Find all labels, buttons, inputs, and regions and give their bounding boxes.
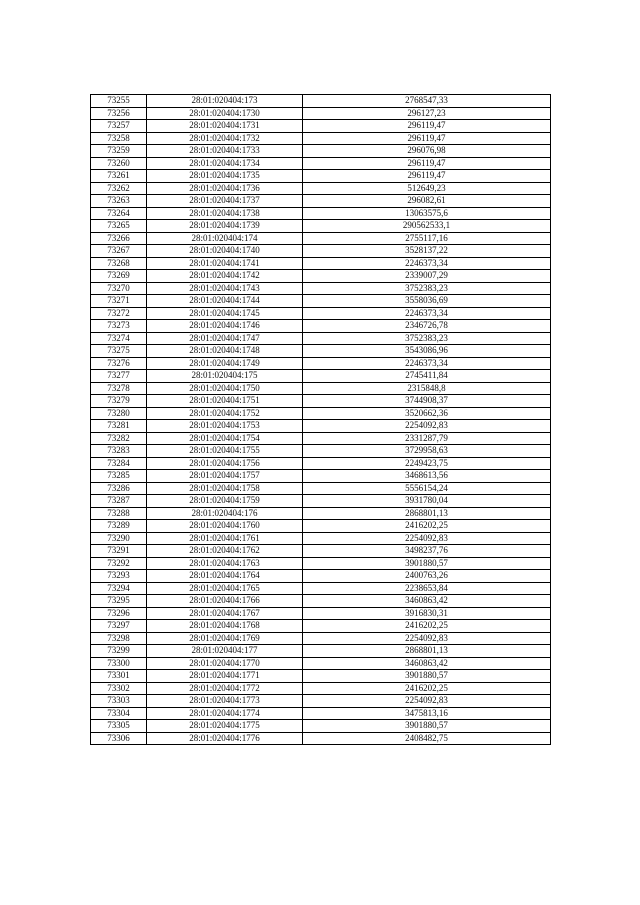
value-cell: 3468613,56 [303, 470, 551, 483]
value-cell: 2238653,84 [303, 582, 551, 595]
cadastral-number-cell: 28:01:020404:1730 [147, 107, 303, 120]
row-number-cell: 73259 [91, 145, 147, 158]
cadastral-number-cell: 28:01:020404:1744 [147, 295, 303, 308]
value-cell: 296119,47 [303, 157, 551, 170]
row-number-cell: 73292 [91, 557, 147, 570]
table-row [91, 120, 551, 133]
row-number-cell: 73293 [91, 570, 147, 583]
row-number-cell: 73300 [91, 657, 147, 670]
value-cell: 3744908,37 [303, 395, 551, 408]
row-number-cell: 73295 [91, 595, 147, 608]
cadastral-number-cell: 28:01:020404:1757 [147, 470, 303, 483]
value-cell: 296119,47 [303, 170, 551, 183]
table-row [91, 107, 551, 120]
value-cell: 2246373,34 [303, 357, 551, 370]
row-number-cell: 73279 [91, 395, 147, 408]
cadastral-number-cell: 28:01:020404:1746 [147, 320, 303, 333]
row-number-cell: 73263 [91, 195, 147, 208]
cadastral-number-cell: 28:01:020404:1732 [147, 132, 303, 145]
cadastral-number-cell: 28:01:020404:1745 [147, 307, 303, 320]
row-number-cell: 73269 [91, 270, 147, 283]
table-row [91, 207, 551, 220]
value-cell: 2868801,13 [303, 645, 551, 658]
table-row [91, 132, 551, 145]
table-row [91, 332, 551, 345]
value-cell: 3475813,16 [303, 707, 551, 720]
row-number-cell: 73257 [91, 120, 147, 133]
cadastral-number-cell: 28:01:020404:1734 [147, 157, 303, 170]
table-row [91, 570, 551, 583]
table-row [91, 645, 551, 658]
row-number-cell: 73266 [91, 232, 147, 245]
table-row [91, 545, 551, 558]
row-number-cell: 73294 [91, 582, 147, 595]
cadastral-number-cell: 28:01:020404:1743 [147, 282, 303, 295]
table-row [91, 170, 551, 183]
cadastral-number-cell: 28:01:020404:176 [147, 507, 303, 520]
row-number-cell: 73303 [91, 695, 147, 708]
row-number-cell: 73301 [91, 670, 147, 683]
row-number-cell: 73274 [91, 332, 147, 345]
table-row [91, 307, 551, 320]
table-row [91, 157, 551, 170]
cadastral-number-cell: 28:01:020404:1748 [147, 345, 303, 358]
cadastral-number-cell: 28:01:020404:1762 [147, 545, 303, 558]
row-number-cell: 73305 [91, 720, 147, 733]
value-cell: 2249423,75 [303, 457, 551, 470]
row-number-cell: 73256 [91, 107, 147, 120]
row-number-cell: 73275 [91, 345, 147, 358]
value-cell: 3901880,57 [303, 720, 551, 733]
value-cell: 296127,23 [303, 107, 551, 120]
row-number-cell: 73278 [91, 382, 147, 395]
table-row [91, 445, 551, 458]
cadastral-number-cell: 28:01:020404:1736 [147, 182, 303, 195]
row-number-cell: 73270 [91, 282, 147, 295]
table-row [91, 320, 551, 333]
value-cell: 2416202,25 [303, 682, 551, 695]
value-cell: 296076,98 [303, 145, 551, 158]
value-cell: 2400763,26 [303, 570, 551, 583]
row-number-cell: 73268 [91, 257, 147, 270]
value-cell: 13063575,6 [303, 207, 551, 220]
cadastral-number-cell: 28:01:020404:177 [147, 645, 303, 658]
row-number-cell: 73284 [91, 457, 147, 470]
table-row [91, 495, 551, 508]
cadastral-number-cell: 28:01:020404:1737 [147, 195, 303, 208]
cadastral-number-cell: 28:01:020404:1731 [147, 120, 303, 133]
value-cell: 3901880,57 [303, 557, 551, 570]
value-cell: 2331287,79 [303, 432, 551, 445]
cadastral-number-cell: 28:01:020404:1752 [147, 407, 303, 420]
table-row [91, 607, 551, 620]
table-row [91, 370, 551, 383]
table-row [91, 695, 551, 708]
table-row [91, 95, 551, 108]
cadastral-number-cell: 28:01:020404:174 [147, 232, 303, 245]
table-row [91, 532, 551, 545]
table-row [91, 557, 551, 570]
cadastral-number-cell: 28:01:020404:1771 [147, 670, 303, 683]
table-row [91, 657, 551, 670]
value-cell: 2408482,75 [303, 732, 551, 745]
table-row [91, 682, 551, 695]
value-cell: 3901880,57 [303, 670, 551, 683]
table-row [91, 432, 551, 445]
value-cell: 2254092,83 [303, 420, 551, 433]
value-cell: 296119,47 [303, 132, 551, 145]
row-number-cell: 73306 [91, 732, 147, 745]
cadastral-number-cell: 28:01:020404:1767 [147, 607, 303, 620]
value-cell: 3752383,23 [303, 282, 551, 295]
table-row [91, 345, 551, 358]
row-number-cell: 73288 [91, 507, 147, 520]
value-cell: 290562533,1 [303, 220, 551, 233]
row-number-cell: 73290 [91, 532, 147, 545]
cadastral-number-cell: 28:01:020404:1765 [147, 582, 303, 595]
value-cell: 3460863,42 [303, 595, 551, 608]
table-row [91, 232, 551, 245]
value-cell: 296082,61 [303, 195, 551, 208]
table-row [91, 145, 551, 158]
row-number-cell: 73289 [91, 520, 147, 533]
cadastral-number-cell: 28:01:020404:1763 [147, 557, 303, 570]
value-cell: 2868801,13 [303, 507, 551, 520]
table-row [91, 182, 551, 195]
row-number-cell: 73260 [91, 157, 147, 170]
row-number-cell: 73261 [91, 170, 147, 183]
table-row [91, 482, 551, 495]
row-number-cell: 73286 [91, 482, 147, 495]
cadastral-number-cell: 28:01:020404:1764 [147, 570, 303, 583]
value-cell: 3729958,63 [303, 445, 551, 458]
value-cell: 3528137,22 [303, 245, 551, 258]
cadastral-number-cell: 28:01:020404:1739 [147, 220, 303, 233]
value-cell: 2315848,8 [303, 382, 551, 395]
table-row [91, 507, 551, 520]
row-number-cell: 73298 [91, 632, 147, 645]
table-row [91, 282, 551, 295]
cadastral-number-cell: 28:01:020404:1750 [147, 382, 303, 395]
cadastral-number-cell: 28:01:020404:1755 [147, 445, 303, 458]
cadastral-number-cell: 28:01:020404:1775 [147, 720, 303, 733]
table-row [91, 220, 551, 233]
cadastral-number-cell: 28:01:020404:1751 [147, 395, 303, 408]
table-row [91, 295, 551, 308]
table-row [91, 407, 551, 420]
cadastral-number-cell: 28:01:020404:173 [147, 95, 303, 108]
cadastral-number-cell: 28:01:020404:1756 [147, 457, 303, 470]
value-cell: 2416202,25 [303, 620, 551, 633]
row-number-cell: 73271 [91, 295, 147, 308]
cadastral-number-cell: 28:01:020404:1766 [147, 595, 303, 608]
value-cell: 3543086,96 [303, 345, 551, 358]
value-cell: 3916830,31 [303, 607, 551, 620]
cadastral-number-cell: 28:01:020404:1759 [147, 495, 303, 508]
cadastral-number-cell: 28:01:020404:1742 [147, 270, 303, 283]
table-row [91, 632, 551, 645]
row-number-cell: 73285 [91, 470, 147, 483]
row-number-cell: 73299 [91, 645, 147, 658]
value-cell: 3498237,76 [303, 545, 551, 558]
value-cell: 512649,23 [303, 182, 551, 195]
table-row [91, 395, 551, 408]
row-number-cell: 73267 [91, 245, 147, 258]
table-row [91, 245, 551, 258]
value-cell: 3752383,23 [303, 332, 551, 345]
value-cell: 2254092,83 [303, 532, 551, 545]
cadastral-number-cell: 28:01:020404:175 [147, 370, 303, 383]
row-number-cell: 73291 [91, 545, 147, 558]
row-number-cell: 73265 [91, 220, 147, 233]
row-number-cell: 73287 [91, 495, 147, 508]
value-cell: 3931780,04 [303, 495, 551, 508]
value-cell: 2416202,25 [303, 520, 551, 533]
cadastral-number-cell: 28:01:020404:1738 [147, 207, 303, 220]
cadastral-number-cell: 28:01:020404:1735 [147, 170, 303, 183]
value-cell: 2346726,78 [303, 320, 551, 333]
cadastral-number-cell: 28:01:020404:1749 [147, 357, 303, 370]
table-row [91, 270, 551, 283]
row-number-cell: 73262 [91, 182, 147, 195]
cadastral-number-cell: 28:01:020404:1760 [147, 520, 303, 533]
row-number-cell: 73272 [91, 307, 147, 320]
row-number-cell: 73283 [91, 445, 147, 458]
table-row [91, 707, 551, 720]
table-row [91, 732, 551, 745]
value-cell: 2246373,34 [303, 307, 551, 320]
table-row [91, 520, 551, 533]
row-number-cell: 73276 [91, 357, 147, 370]
row-number-cell: 73273 [91, 320, 147, 333]
value-cell: 3520662,36 [303, 407, 551, 420]
cadastral-number-cell: 28:01:020404:1773 [147, 695, 303, 708]
cadastral-number-cell: 28:01:020404:1740 [147, 245, 303, 258]
row-number-cell: 73258 [91, 132, 147, 145]
value-cell: 5556154,24 [303, 482, 551, 495]
cadastral-number-cell: 28:01:020404:1770 [147, 657, 303, 670]
value-cell: 3558036,69 [303, 295, 551, 308]
table-row [91, 382, 551, 395]
cadastral-number-cell: 28:01:020404:1758 [147, 482, 303, 495]
table-row [91, 470, 551, 483]
cadastral-number-cell: 28:01:020404:1753 [147, 420, 303, 433]
row-number-cell: 73264 [91, 207, 147, 220]
cadastral-number-cell: 28:01:020404:1776 [147, 732, 303, 745]
table-row [91, 620, 551, 633]
table-row [91, 582, 551, 595]
cadastral-number-cell: 28:01:020404:1747 [147, 332, 303, 345]
cadastral-number-cell: 28:01:020404:1754 [147, 432, 303, 445]
row-number-cell: 73297 [91, 620, 147, 633]
table-row [91, 195, 551, 208]
value-cell: 2254092,83 [303, 695, 551, 708]
value-cell: 2246373,34 [303, 257, 551, 270]
row-number-cell: 73277 [91, 370, 147, 383]
row-number-cell: 73280 [91, 407, 147, 420]
value-cell: 2339007,29 [303, 270, 551, 283]
table-body [91, 95, 551, 745]
row-number-cell: 73304 [91, 707, 147, 720]
row-number-cell: 73281 [91, 420, 147, 433]
value-cell: 2755117,16 [303, 232, 551, 245]
table-row [91, 457, 551, 470]
table-row [91, 257, 551, 270]
cadastral-number-cell: 28:01:020404:1733 [147, 145, 303, 158]
value-cell: 2254092,83 [303, 632, 551, 645]
value-cell: 296119,47 [303, 120, 551, 133]
cadastral-number-cell: 28:01:020404:1741 [147, 257, 303, 270]
table-row [91, 670, 551, 683]
cadastral-number-cell: 28:01:020404:1768 [147, 620, 303, 633]
cadastral-number-cell: 28:01:020404:1772 [147, 682, 303, 695]
table-row [91, 720, 551, 733]
row-number-cell: 73255 [91, 95, 147, 108]
table-row [91, 595, 551, 608]
row-number-cell: 73296 [91, 607, 147, 620]
cadastral-number-cell: 28:01:020404:1761 [147, 532, 303, 545]
cadastral-number-cell: 28:01:020404:1769 [147, 632, 303, 645]
value-cell: 3460863,42 [303, 657, 551, 670]
cadastral-number-cell: 28:01:020404:1774 [147, 707, 303, 720]
table-row [91, 420, 551, 433]
table-row [91, 357, 551, 370]
value-cell: 2768547,33 [303, 95, 551, 108]
row-number-cell: 73282 [91, 432, 147, 445]
value-cell: 2745411,84 [303, 370, 551, 383]
row-number-cell: 73302 [91, 682, 147, 695]
cadastral-table [90, 94, 551, 745]
